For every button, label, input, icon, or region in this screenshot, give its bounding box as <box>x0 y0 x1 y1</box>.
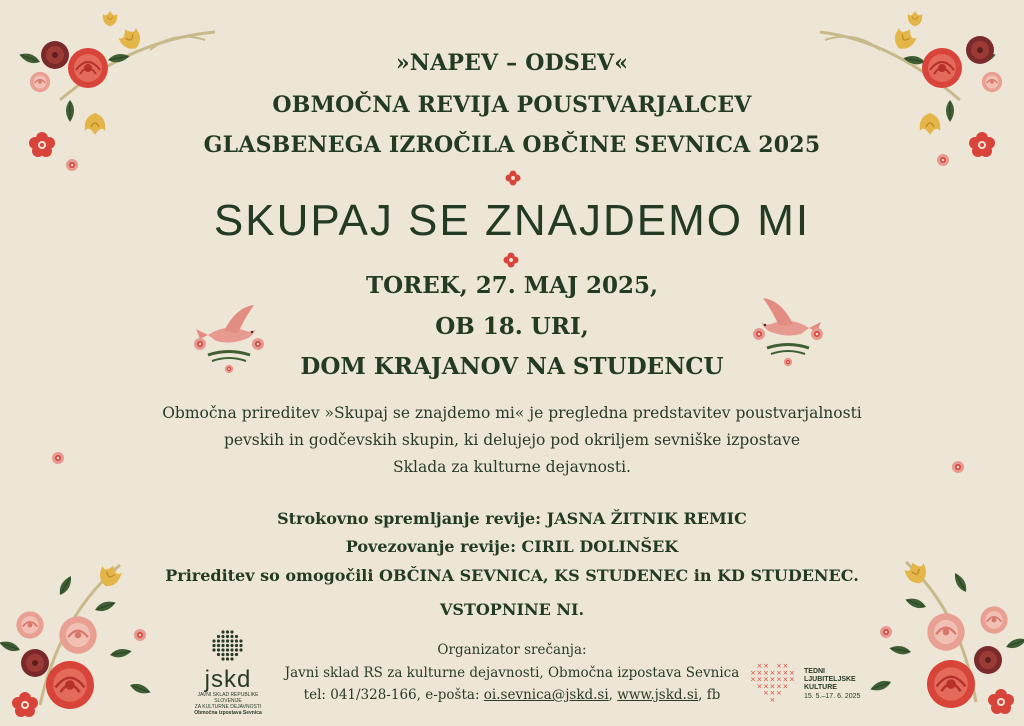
event-time: OB 18. URI, <box>435 313 589 340</box>
flower-divider-icon <box>503 168 523 188</box>
credit-sponsors: Prireditev so omogočili OBČINA SEVNICA, KS STUDENEC in KD STUDENEC. <box>165 566 859 585</box>
jskd-line-1: JAVNI SKLAD REPUBLIKE SLOVENIJE <box>197 692 259 704</box>
svg-text:×: × <box>769 675 776 684</box>
subtitle-napev-odsev: »NAPEV – ODSEV« <box>395 50 629 76</box>
svg-text:×: × <box>782 675 789 684</box>
tedni-logo <box>748 660 868 710</box>
svg-text:×: × <box>769 689 776 698</box>
jskd-logo <box>188 628 268 718</box>
website-link[interactable]: www.jskd.si <box>617 687 699 703</box>
svg-text:×: × <box>769 668 776 677</box>
facebook-label: , fb <box>698 687 721 703</box>
svg-text:×: × <box>782 668 789 677</box>
event-date: TOREK, 27. MAJ 2025, <box>365 272 659 299</box>
description-line-2: pevskih in godčevskih skupin, ki delujejo pod okriljem sevniške izpostave <box>223 431 801 449</box>
svg-text:×: × <box>776 675 782 684</box>
svg-text:×: × <box>763 682 769 691</box>
svg-text:×: × <box>776 662 782 670</box>
organizer-label: Organizator srečanja: <box>437 642 587 658</box>
svg-text:×: × <box>782 662 789 670</box>
svg-text:×: × <box>763 662 769 670</box>
svg-text:×: × <box>763 668 769 677</box>
credit-expert: Strokovno spremljanje revije: JASNA ŽITNIK REMIC <box>277 509 747 528</box>
event-venue: DOM KRAJANOV NA STUDENCU <box>300 353 724 380</box>
svg-text:×: × <box>750 675 756 684</box>
svg-text:×: × <box>756 668 763 677</box>
flower-divider-icon <box>501 250 521 270</box>
svg-text:×: × <box>769 682 776 691</box>
small-floret-icon <box>950 459 966 475</box>
organizer-contact <box>0 685 1024 706</box>
svg-text:×: × <box>776 682 782 691</box>
tedni-line-1: TEDNI <box>804 668 825 675</box>
svg-text:×: × <box>756 675 763 684</box>
free-entry-note: VSTOPNINE NI. <box>439 600 585 619</box>
tedni-line-2: LJUBITELJSKE <box>804 676 856 683</box>
email-link[interactable]: oi.sevnica@jskd.si <box>483 687 609 703</box>
event-title: SKUPAJ SE ZNAJDEMO MI <box>213 196 811 245</box>
svg-text:×: × <box>756 662 763 670</box>
jskd-wordmark: jskd <box>204 666 252 693</box>
svg-text:×: × <box>789 668 795 677</box>
heart-pattern-icon <box>748 660 798 706</box>
jskd-line-2: ZA KULTURNE DEJAVNOSTI <box>194 704 262 710</box>
description-line-3: Sklada za kulturne dejavnosti. <box>393 458 631 476</box>
tedni-line-3: KULTURE <box>804 684 837 691</box>
svg-text:×: × <box>776 668 782 677</box>
small-floret-icon <box>50 450 66 466</box>
description-line-1: Območna prireditev »Skupaj se znajdemo mi« je pregledna predstavitev poustvarjalnosti <box>162 404 862 422</box>
jskd-dot-grid-icon <box>188 628 268 664</box>
svg-text:×: × <box>756 682 763 691</box>
jskd-line-3: Območna izpostava Sevnica <box>194 710 262 716</box>
svg-text:×: × <box>782 682 789 691</box>
revija-title-line-2: GLASBENEGA IZROČILA OBČINE SEVNICA 2025 <box>203 132 821 158</box>
organizer-name: Javni sklad RS za kulturne dejavnosti, Območna izpostava Sevnica <box>284 665 740 681</box>
credit-host: Povezovanje revije: CIRIL DOLINŠEK <box>345 537 679 556</box>
svg-text:×: × <box>763 689 769 698</box>
contact-phone: tel: 041/328-166, e-pošta: <box>303 687 484 703</box>
svg-text:×: × <box>789 675 795 684</box>
revija-title-line-1: OBMOČNA REVIJA POUSTVARJALCEV <box>272 92 752 118</box>
svg-text:×: × <box>763 675 769 684</box>
svg-text:×: × <box>769 696 776 704</box>
separator: , <box>608 687 618 703</box>
tedni-dates: 15. 5.–17. 6. 2025 <box>804 693 861 700</box>
svg-text:×: × <box>750 668 756 677</box>
svg-text:×: × <box>776 689 782 698</box>
